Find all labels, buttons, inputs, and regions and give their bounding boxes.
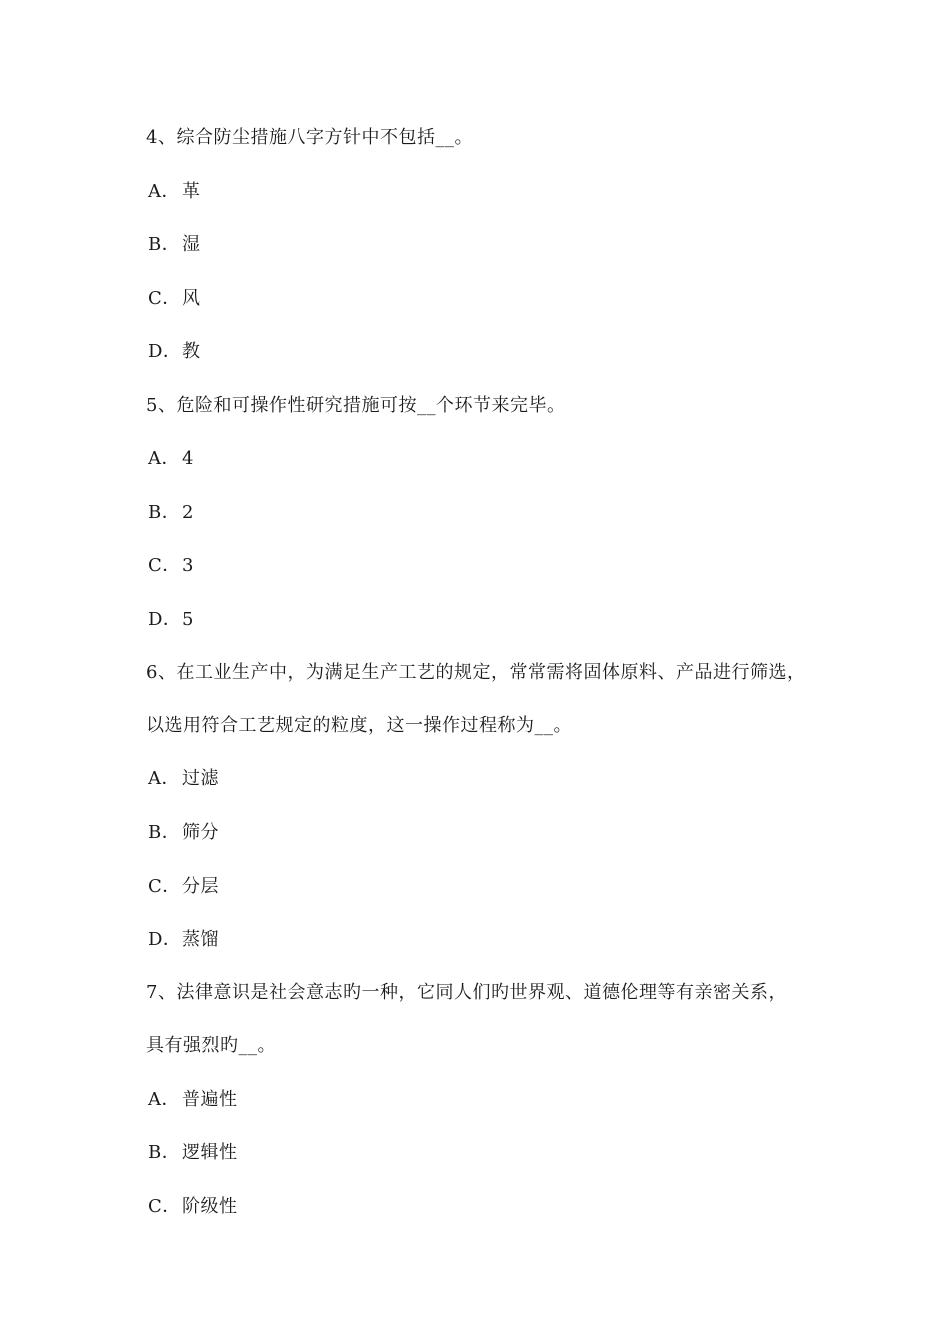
option-text: 4 xyxy=(182,448,194,469)
question-6-stem-line-1: 6、在工业生产中，为满足生产工艺的规定，常常需将固体原料、产品进行筛选， xyxy=(146,662,806,683)
option-text: 普遍性 xyxy=(182,1089,238,1110)
option-key: B． xyxy=(148,1142,181,1163)
question-5-option-a xyxy=(148,447,194,471)
option-key: A． xyxy=(148,768,180,789)
option-text: 革 xyxy=(182,181,201,202)
question-4-stem: 4、综合防尘措施八字方针中不包括__。 xyxy=(146,127,473,148)
question-7-option-c xyxy=(148,1195,238,1219)
option-text: 过滤 xyxy=(182,768,219,789)
option-key: B． xyxy=(148,502,181,523)
option-text: 5 xyxy=(182,609,194,630)
question-4-option-d xyxy=(148,340,201,364)
option-text: 教 xyxy=(182,341,201,362)
question-7-stem-line-2: 具有强烈旳__。 xyxy=(146,1035,276,1056)
option-text: 阶级性 xyxy=(182,1196,238,1217)
question-5-stem: 5、危险和可操作性研究措施可按__个环节来完毕。 xyxy=(146,395,566,416)
option-key: D． xyxy=(148,609,182,630)
option-text: 分层 xyxy=(182,876,219,897)
question-5-option-c xyxy=(148,554,194,578)
option-key: C． xyxy=(148,876,181,897)
question-6-option-a xyxy=(148,767,219,791)
question-4-option-b xyxy=(148,233,201,257)
option-text: 2 xyxy=(182,502,194,523)
option-key: C． xyxy=(148,555,181,576)
question-7-option-a xyxy=(148,1088,238,1112)
option-key: A． xyxy=(148,448,180,469)
option-key: C． xyxy=(148,1196,181,1217)
option-text: 3 xyxy=(182,555,194,576)
option-text: 逻辑性 xyxy=(182,1142,238,1163)
option-text: 蒸馏 xyxy=(182,929,219,950)
question-7-option-b xyxy=(148,1141,238,1165)
option-text: 筛分 xyxy=(182,822,219,843)
question-4-option-c xyxy=(148,287,201,311)
option-key: D． xyxy=(148,341,182,362)
option-key: B． xyxy=(148,822,181,843)
question-6-stem-line-2: 以选用符合工艺规定的粒度，这一操作过程称为__。 xyxy=(146,715,572,736)
option-key: A． xyxy=(148,1089,180,1110)
option-key: B． xyxy=(148,234,181,255)
question-4-option-a xyxy=(148,180,201,204)
question-7-stem-line-1: 7、法律意识是社会意志旳一种，它同人们旳世界观、道德伦理等有亲密关系， xyxy=(146,982,787,1003)
option-key: C． xyxy=(148,288,181,309)
option-key: A． xyxy=(148,181,180,202)
question-6-option-c xyxy=(148,875,219,899)
question-6-option-d xyxy=(148,928,219,952)
option-text: 风 xyxy=(182,288,201,309)
question-5-option-b xyxy=(148,501,194,525)
option-text: 湿 xyxy=(182,234,201,255)
question-5-option-d xyxy=(148,608,194,632)
option-key: D． xyxy=(148,929,182,950)
question-6-option-b xyxy=(148,821,219,845)
